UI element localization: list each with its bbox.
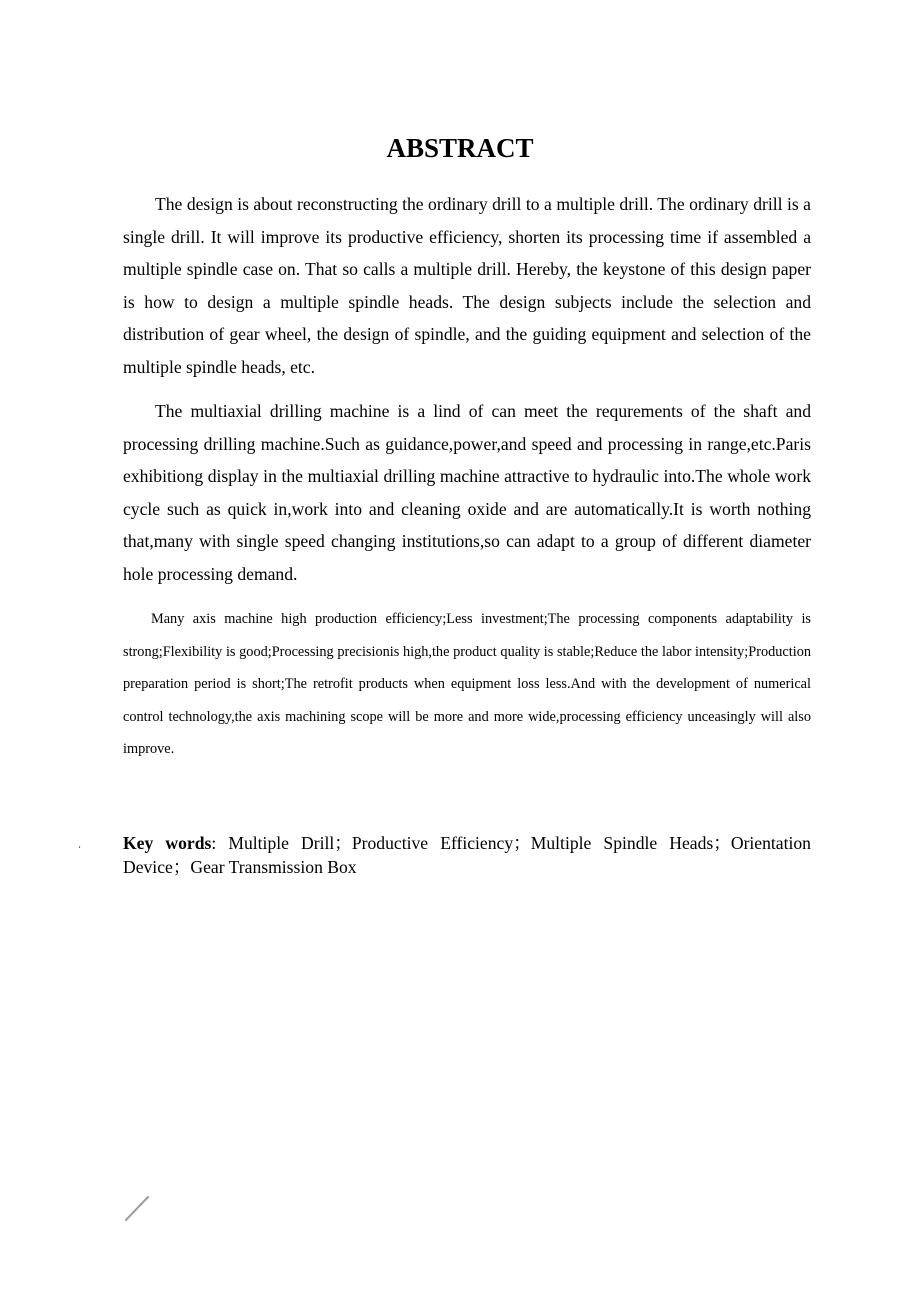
abstract-paragraph-1: The design is about reconstructing the ordinary drill to a multiple drill. The ordinary drill is a single drill. It will improve its productive efficiency, shorten its processing time if assembled a multiple spindle case on. That so calls a multiple drill. Hereby, the keystone of this design paper is how to design a multiple spindle heads. The design subjects include the selection and distribution of gear wheel, the design of spindle, and the guiding equipment and selection of the multiple spindle heads, etc. [123, 194, 811, 377]
abstract-paragraph-3: Many axis machine high production efficiency;Less investment;The processing components adaptability is strong;Flexibility is good;Processing precisionis high,the product quality is stable;Reduce the labor intensity;Production preparation period is short;The retrofit products when equipment loss less.And with the development of numerical control technology,the axis machining scope will be more and more wide,processing efficiency unceasingly will also improve. [123, 611, 811, 757]
abstract-paragraph-2: The multiaxial drilling machine is a lind of can meet the requrements of the shaft and processing drilling machine.Such as guidance,power,and speed and processing in range,etc.Paris exhibitiong display in the multiaxial drilling machine attractive to hydraulic into.The whole work cycle such as quick in,work into and cleaning oxide and are automatically.It is worth nothing that,many with single speed changing institutions,so can adapt to a group of different diameter hole processing demand. [123, 401, 811, 584]
pen-stroke-mark [124, 1194, 152, 1222]
keywords-label: Key words [123, 833, 212, 853]
keywords-line [123, 831, 811, 879]
keywords-text: : Multiple Drill；Productive Efficiency；Multiple Spindle Heads；Orientation Device；Gear Transmission Box [123, 833, 811, 877]
margin-mark: ، [78, 840, 81, 850]
abstract-title: ABSTRACT [386, 133, 534, 163]
